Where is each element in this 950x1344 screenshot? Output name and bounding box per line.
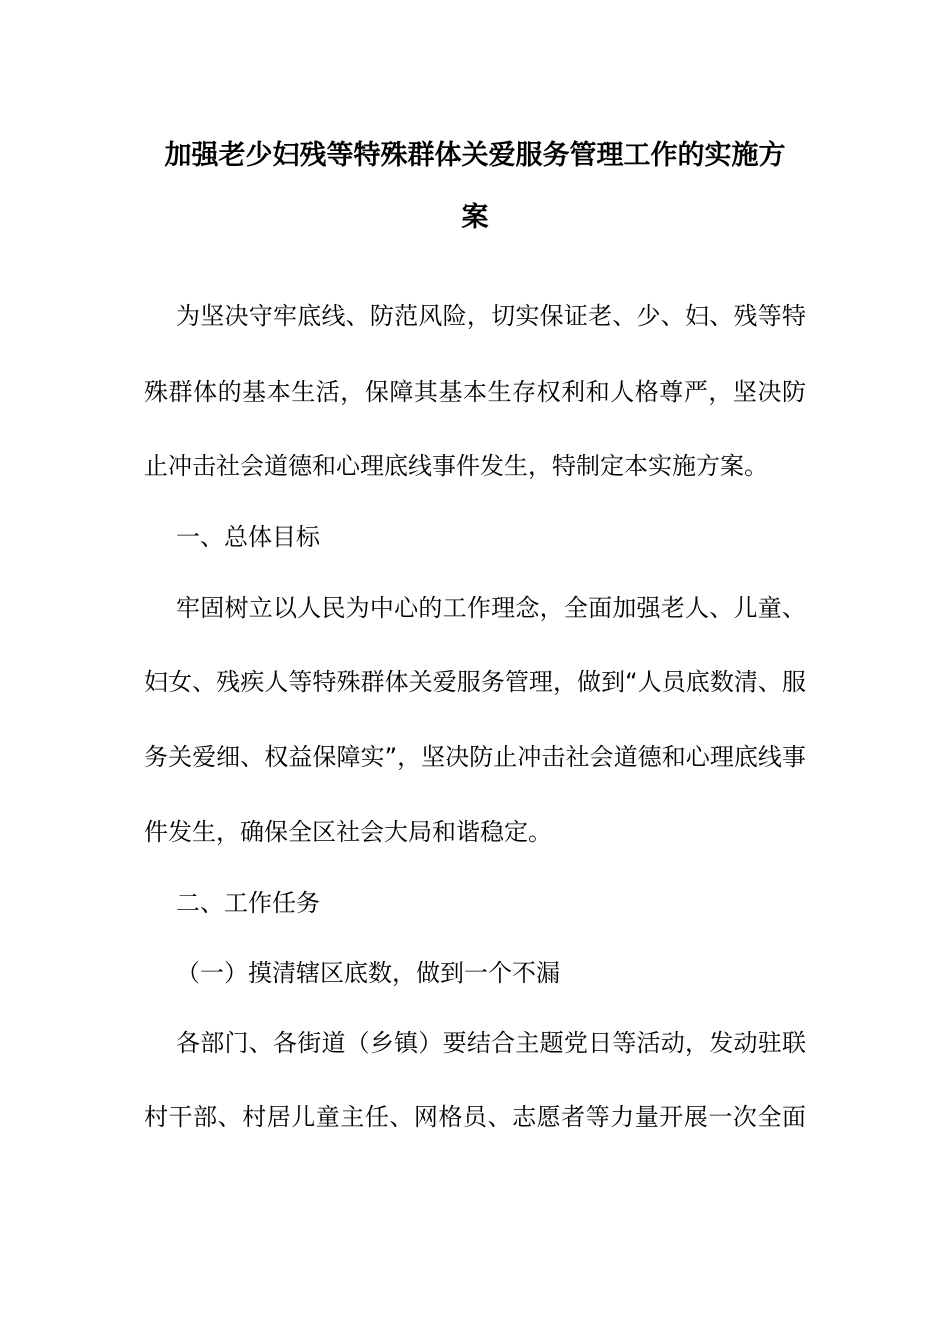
subsection-1-body-line-2: 村干部、村居儿童主任、网格员、志愿者等力量开展一次全面	[144, 1103, 806, 1131]
section-2-heading: 二、工作任务	[176, 889, 320, 917]
intro-paragraph-line-1: 为坚决守牢底线、防范风险，切实保证老、少、妇、残等特	[176, 302, 806, 330]
section-1-body-line-4: 件发生，确保全区社会大局和谐稳定。	[144, 818, 552, 846]
document-title-line-1: 加强老少妇残等特殊群体关爱服务管理工作的实施方	[164, 140, 786, 171]
subsection-1-heading: （一）摸清辖区底数，做到一个不漏	[176, 959, 560, 987]
document-title-line-2: 案	[461, 202, 489, 233]
section-1-body-line-3: 务关爱细、权益保障实”，坚决防止冲击社会道德和心理底线事	[144, 743, 806, 771]
section-1-heading: 一、总体目标	[176, 523, 320, 551]
section-1-body-line-1: 牢固树立以人民为中心的工作理念，全面加强老人、儿童、	[176, 594, 806, 622]
intro-paragraph-line-2: 殊群体的基本生活，保障其基本生存权利和人格尊严，坚决防	[144, 378, 806, 406]
subsection-1-body-line-1: 各部门、各街道（乡镇）要结合主题党日等活动，发动驻联	[176, 1029, 806, 1057]
section-1-body-line-2: 妇女、残疾人等特殊群体关爱服务管理，做到“人员底数清、服	[144, 668, 806, 696]
intro-paragraph-line-3: 止冲击社会道德和心理底线事件发生，特制定本实施方案。	[144, 452, 768, 480]
